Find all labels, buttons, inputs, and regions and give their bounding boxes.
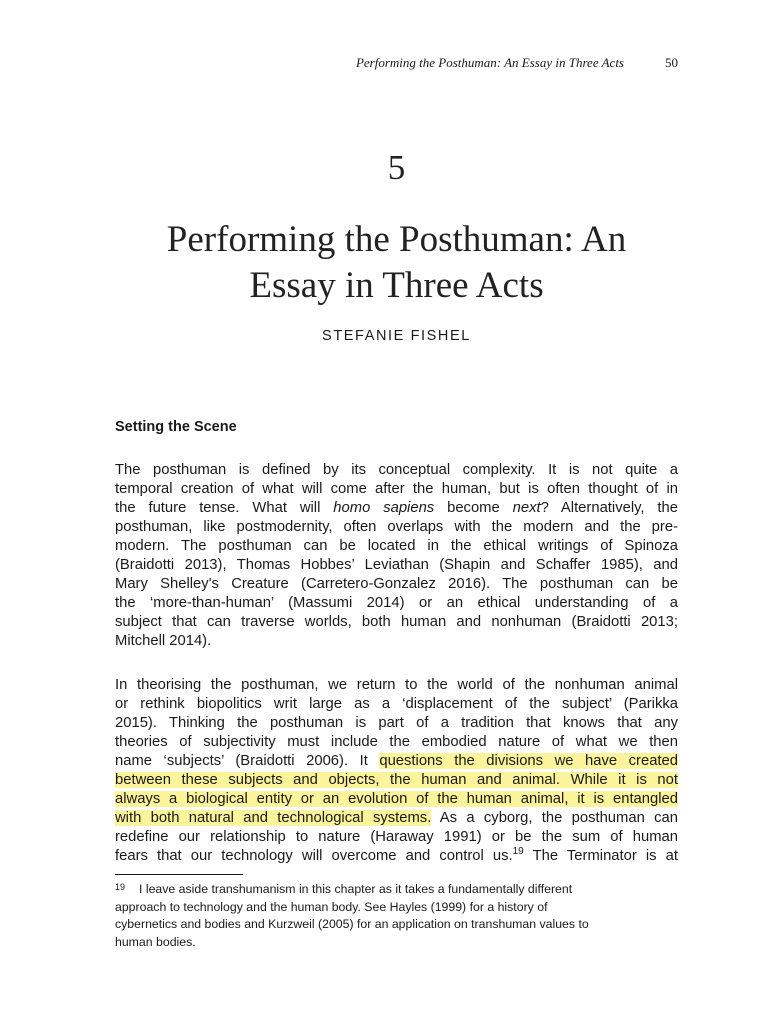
text-line: the future tense. What will homo sapiens become next? Alternatively, the xyxy=(115,500,678,516)
running-head-title: Performing the Posthuman: An Essay in Three Acts xyxy=(355,55,624,70)
chapter-number: 5 xyxy=(387,148,406,187)
highlighted-text[interactable]: questions the divisions we have created xyxy=(379,753,678,769)
highlighted-text[interactable]: between these subjects and objects, the human and animal. While it is not xyxy=(115,772,678,788)
text-line: with both natural and technological systems. As a cyborg, the posthuman can xyxy=(115,810,678,826)
text-line: the ‘more-than-human’ (Massumi 2014) or an ethical understanding of a xyxy=(115,595,678,611)
footnote-line: cybernetics and bodies and Kurzweil (2005) for an application on transhuman values to xyxy=(115,917,589,931)
running-head xyxy=(115,55,678,71)
footnote-reference[interactable]: 19 xyxy=(512,846,524,858)
text-line: posthuman, like postmodernity, often overlaps with the modern and the pre- xyxy=(115,519,678,535)
body-paragraph xyxy=(115,676,678,866)
chapter-title-line: Essay in Three Acts xyxy=(249,265,544,306)
text-line: modern. The posthuman can be located in the ethical writings of Spinoza xyxy=(115,538,678,554)
text-line: theories of subjectivity must include the embodied nature of what we then xyxy=(115,734,678,750)
text-line: (Braidotti 2013), Thomas Hobbes’ Leviathan (Shapin and Schaffer 1985), and xyxy=(115,557,678,573)
italic-term: next xyxy=(512,500,541,516)
text-line xyxy=(115,790,678,809)
text-line: fears that our technology will overcome and control us.$^{19}$ The Terminator is at xyxy=(115,846,678,864)
italic-term: homo sapiens xyxy=(333,500,435,516)
text-line: subject that can traverse worlds, both human and nonhuman (Braidotti 2013; xyxy=(115,614,678,630)
text-line: name ‘subjects’ (Braidotti 2006). It questions the divisions we have created xyxy=(115,753,678,769)
footnote xyxy=(115,879,678,951)
text-line: Mary Shelley's Creature (Carretero-Gonzalez 2016). The posthuman can be xyxy=(115,576,678,592)
page-number: 50 xyxy=(665,55,678,70)
footnote-line: $^{19}$ I leave aside transhumanism in this chapter as it takes a fundamentally different xyxy=(115,882,573,896)
text-line: In theorising the posthuman, we return to the world of the nonhuman animal xyxy=(115,677,678,693)
footnote-number: 19 xyxy=(115,882,126,892)
text-line: temporal creation of what will come after the human, but is often thought of in xyxy=(115,481,678,497)
highlighted-text[interactable]: always a biological entity or an evolution of the human animal, it is entangled xyxy=(115,791,678,807)
text-line: Mitchell 2014). xyxy=(115,633,212,649)
text-line: 2015). Thinking the posthuman is part of a tradition that knows that any xyxy=(115,715,678,731)
highlighted-text[interactable]: with both natural and technological systems. xyxy=(115,810,432,826)
body-paragraph xyxy=(115,461,678,651)
footnote-line: approach to technology and the human body. See Hayles (1999) for a history of xyxy=(115,899,548,914)
author-name: STEFANIE FISHEL xyxy=(322,328,471,344)
text-line xyxy=(115,771,678,790)
text-line: or rethink biopolitics writ large as a ‘displacement of the subject’ (Parikka xyxy=(115,696,678,712)
text-line: redefine our relationship to nature (Haraway 1991) or be the sum of human xyxy=(115,829,678,845)
text-line: The posthuman is defined by its conceptual complexity. It is not quite a xyxy=(115,462,678,478)
footnote-divider xyxy=(115,874,243,875)
section-heading: Setting the Scene xyxy=(115,419,237,435)
chapter-title xyxy=(115,217,678,309)
chapter-title-line: Performing the Posthuman: An xyxy=(166,219,627,260)
footnote-line: human bodies. xyxy=(115,934,196,949)
